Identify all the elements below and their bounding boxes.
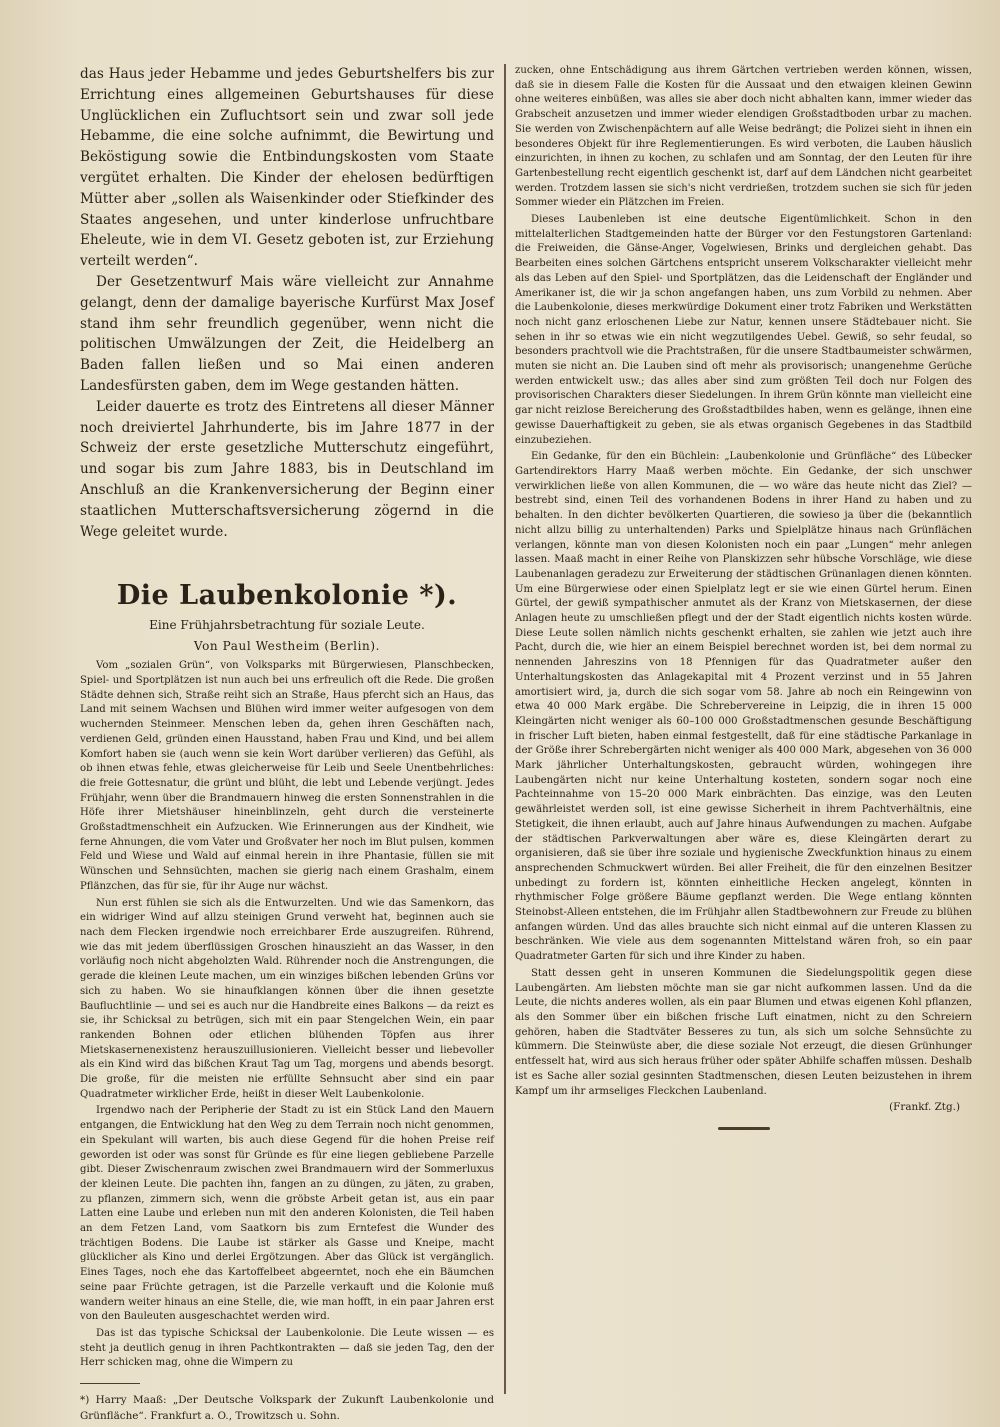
article-paragraph-1: Vom „sozialen Grün“, von Volksparks mit Bürgerwiesen, Planschbecken, Spiel- und Sportplätzen ist nun auch bei uns erfreulich oft die Rede. Die großen Städte dehnen sich, Straße reiht sich an Straße, Haus pfercht sich an Haus, das Land mit seinem Wachsen und Blühen wird immer weiter aufgesogen von dem wuchernden Steinmeer. Menschen leben da, gehen ihren Geschäften nach, verdienen Geld, gründen einen Hausstand, haben Frau und Kind, und bei allem Komfort haben sie (auch wenn sie kein Wort darüber verlieren) das Gefühl, als ob ihnen etwas fehle, etwas gleicherweise für Leib und Seele Unentbehrliches: die freie Gottesnatur, die grünt und blüht, die lebt und Lebende verjüngt. Jedes Frühjahr, wenn über die Brandmauern hinweg die ersten Sonnenstrahlen in die Höfe ihrer Mietshäuser hineinblinzeln, geht durch die versteinerte Großstadtmenschheit ein Aufzucken. Wie Erinnerungen aus der Kindheit, wie ferne Ahnungen, die vom Vater und Großvater her noch im Blut pulsen, kommen Feld und Wiese und Wald auf einmal herein in ihre Phantasie, füllen sie mit Wünschen und Sehnsüchten, machen sie gierig nach einem Grashalm, einem Pflänzchen, das für sie, für ihr Auge nur wächst.	[80, 660, 494, 892]
right-paragraph-2: Dieses Laubenleben ist eine deutsche Eigentümlichkeit. Schon in den mittelalterlichen Stadtgemeinden hatte der Bürger vor den Festungstoren Gartenland: die Freiweiden, die Gänse-Anger, Vogelwiesen, Brinks und dergleichen gehabt. Das Bearbeiten eines solchen Gärtchens entspricht unserem Volkscharakter vielleicht mehr als das Leben auf den Spiel- und Sportplätzen, das die Leidenschaft der Engländer und Amerikaner ist, die wir ja schon angefangen haben, uns zum Vorbild zu nehmen. Aber die Laubenkolonie, dieses merkwürdige Dokument einer trotz Fabriken und Werkstätten noch nicht ganz erloschenen Liebe zur Natur, kennen unsere Städtebauer nicht. Sie sehen in ihr so etwas wie ein nicht wegzutilgendes Uebel. Gewiß, so sehr feudal, so besonders prachtvoll wie die Prachtstraßen, für die unsere Stadtbaumeister schwärmen, muten sie nicht an. Die Lauben sind oft mehr als provisorisch; unangenehme Gerüche werden entwickelt usw.; das alles aber sind zum größten Teil doch nur Folgen des provisorischen Charakters dieser Siedelungen. In ihrem Grün könnte man vielleicht eine gar nicht reizlose Bereicherung des Großstadtbildes haben, wenn es gelänge, ihnen eine gewisse Dauerhaftigkeit zu geben, sie als etwas organisch Gegebenes in das Stadtbild einzubeziehen.	[515, 214, 972, 446]
left-paragraph-3: Leider dauerte es trotz des Eintretens all dieser Männer noch dreiviertel Jahrhunderte, bis im Jahre 1877 in der Schweiz der erste gesetzliche Mutterschutz eingeführt, und sogar bis zum Jahre 1883, bis in Deutschland im Anschluß an die Krankenversicherung der Beginn einer staatlichen Mutterschaftsversicherung zögernd in die Wege geleitet wurde.	[80, 398, 494, 540]
article-paragraph-3: Irgendwo nach der Peripherie der Stadt zu ist ein Stück Land den Mauern entgangen, die Entwicklung hat den Weg zu dem Terrain noch nicht genommen, ein Spekulant will warten, bis auch diese Gegend für die hohen Preise reif geworden ist oder was sonst für Gründe es für eine liegen gebliebene Parzelle gibt. Dieser Zwischenraum zwischen zwei Brandmauern wird der Sommerluxus der kleinen Leute. Die pachten ihn, fangen an zu düngen, zu jäten, zu graben, zu pflanzen, zimmern sich, wenn die gröbste Arbeit getan ist, aus ein paar Latten eine Laube und erleben nun mit den anderen Kolonisten, die Teil haben an dem Fetzen Land, vom Saatkorn bis zum Erntefest die Wunder des trächtigen Bodens. Die Laube ist stärker als Gasse und Kneipe, macht glücklicher als Kino und derlei Ergötzungen. Aber das Glück ist vergänglich. Eines Tages, noch ehe das Kartoffelbeet abgeerntet, noch ehe ein Bäumchen seine paar Früchte getragen, ist die Parzelle verkauft und die Kolonie muß wandern weiter hinaus an eine Stelle, die, wie man hofft, in ein paar Jahren erst von den Bauleuten ausgeschachtet werden wird.	[80, 1105, 494, 1323]
right-paragraph-3: Ein Gedanke, für den ein Büchlein: „Laubenkolonie und Grünfläche“ des Lübecker Gartendirektors Harry Maaß werben möchte. Ein Gedanke, der sich unschwer verwirklichen ließe von allen Kommunen, die — wo wäre das heute nicht das Ziel? — bestrebt sind, einen Teil des vorhandenen Bodens in ihrer Hand zu haben und zu behalten. In den dichter bevölkerten Quartieren, die sowieso ja über die (bekanntlich nicht allzu billig zu unterhaltenden) Parks und Spielplätze hinaus nach Grünflächen verlangen, könnte man von diesen Kolonisten noch ein paar „Lungen“ mehr anlegen lassen. Maaß macht in einer Reihe von Planskizzen sehr hübsche Vorschläge, wie diese Laubenanlagen geradezu zur Erweiterung der städtischen Grünanlagen dienen könnten. Um eine Bürgerwiese oder einen Spielplatz legt er sie wie einen Gürtel herum. Einen Gürtel, der gewiß sympathischer anmutet als der Kranz von Mietskasernen, der diese Anlagen heute zu umschließen pflegt und der der Stadt eigentlich nichts kosten würde. Diese Leute sollen nämlich nichts geschenkt erhalten, sie zahlen wie jetzt auch ihre Pacht, durch die, wie hier an einem Beispiel berechnet worden ist, bei dem normal zu nennenden Jahreszins von 18 Pfennigen für das Quadratmeter außer den Unterhaltungskosten das Anlagekapital mit 4 Prozent verzinst und in 55 Jahren amortisiert wird, ja, durch die sich sogar vom 58. Jahre ab noch ein Reingewinn von etwa 40 000 Mark ergäbe. Die Schrebervereine in Leipzig, die in ihren 15 000 Kleingärten nicht weniger als 60–100 000 Großstadtmenschen gesunde Beschäftigung in frischer Luft bieten, haben einmal festgestellt, daß für eine städtische Parkanlage in der Größe ihrer Schrebergärten nicht weniger als 400 000 Mark, abgesehen von 36 000 Mark jährlicher Unterhaltungskosten, gebraucht würden, wohingegen ihre Laubengärten nicht nur keine Unterhaltung kosteten, sondern sogar noch eine Pachteinnahme von 15–20 000 Mark einbrächten. Das einzige, was den Leuten gewährleistet werden soll, ist eine gewisse Sicherheit in ihrem Pachtverhältnis, eine Stetigkeit, die ihnen erlaubt, auch auf Jahre hinaus Aufwendungen zu machen. Aufgabe der städtischen Parkverwaltungen aber wäre es, diese Kleingärten derart zu organisieren, daß sie über ihre soziale und hygienische Zweckfunktion hinaus zu einem ansprechenden Schmuckwert würden. Bei aller Freiheit, die für den einzelnen Besitzer unbedingt zu fordern ist, könnten einheitliche Hecken angelegt, könnten in rhythmischer Folge größere Bäume gepflanzt werden. Die Wege entlang könnten Steinobst-Alleen entstehen, die im Frühjahr allen Stadtbewohnern zur Freude zu blühen anfangen würden. Und das alles brauchte sich nicht einmal auf die unteren Klassen zu beschränken. Wie viele aus dem sogenannten Mittelstand wären froh, so ein paar Quadratmeter Garten für sich und ihre Kinder zu haben.	[515, 451, 972, 963]
left-paragraph-2: Der Gesetzentwurf Mais wäre vielleicht zur Annahme gelangt, denn der damalige bayerische Kurfürst Max Josef stand ihm sehr freundlich gegenüber, wenn nicht die politischen Umwälzungen der Zeit, die Heidelberg an Baden fallen ließen und so Mai einen anderen Landesfürsten gaben, dem im Wege gestanden hätten.	[80, 273, 494, 394]
right-paragraph-1: zucken, ohne Entschädigung aus ihrem Gärtchen vertrieben werden können, wissen, daß sie in diesem Falle die Kosten für die Aussaat und den etwaigen kleinen Gewinn ohne weiteres einbüßen, was alles sie aber doch nicht abhalten kann, immer wieder das Grabscheit anzusetzen und immer wieder elendigen Großstadtboden urbar zu machen. Sie werden von Zwischenpächtern auf alle Weise bedrängt; die Polizei sieht in ihnen ein besonderes Objekt für ihre Reglementierungen. Es wird verboten, die Lauben häuslich einzurichten, in ihnen zu kochen, zu schlafen und am Sonntag, der den Leuten für ihre Gartenbestellung recht eigentlich geschenkt ist, darf auf dem Ländchen nicht gearbeitet werden. Trotzdem lassen sie sich's nicht verdrießen, trotzdem suchen sie sich für jeden Sommer wieder ein Plätzchen im Freien.	[515, 65, 972, 209]
source-attribution: (Frankf. Ztg.)	[889, 1101, 960, 1114]
article-subtitle: Eine Frühjahrsbetrachtung für soziale Leute.	[149, 618, 425, 633]
two-column-layout	[80, 64, 972, 1423]
end-rule-ornament	[718, 1127, 770, 1130]
article-paragraph-2: Nun erst fühlen sie sich als die Entwurzelten. Und wie das Samenkorn, das ein widriger Wind auf allzu steinigen Grund verweht hat, beginnen auch sie nach dem Flecken irgendwie noch erreichbarer Erde auszugreifen. Rührend, wie das mit jedem überflüssigen Groschen hinauszieht an das Wasser, in den vorläufig noch nicht abgeholzten Wald. Rührender noch die Anstrengungen, die gerade die kleinen Leute machen, um ein winziges bißchen lebenden Grüns vor sich zu haben. Wo sie hinaufklangen können über die ihnen gesetzte Baufluchtlinie — und sei es auch nur die Handbreite eines Balkons — da reizt es sie, ihr Schicksal zu betrügen, sich mit ein paar Stengelchen Wein, ein paar rankenden Bohnen oder etlichen blühenden Töpfen aus ihrer Mietskasernenexistenz herauszuillusionieren. Vielleicht besser und liebevoller als ein Kind wird das bißchen Kraut Tag um Tag, morgens und abends besorgt. Die große, für die meisten nie erfüllte Sehnsucht aber sind ein paar Quadratmeter wirklicher Erde, heißt in dieser Welt Laubenkolonie.	[80, 897, 494, 1100]
right-column	[513, 64, 972, 1130]
left-paragraph-1: das Haus jeder Hebamme und jedes Geburtshelfers bis zur Errichtung eines allgemeinen Geburtshauses für diese Unglücklichen ein Zufluchtsort sein und zwar soll jede Hebamme, die eine solche aufnimmt, die Bewirtung und Beköstigung sowie die Entbindungskosten vom Staate vergütet erhalten. Die Kinder der ehelosen bedürftigen Mütter aber „sollen als Waisenkinder oder Stiefkinder des Staates angesehen, und unter kinderlose unfruchtbare Eheleute, wie in dem VI. Gesetz geboten ist, zur Erziehung verteilt werden“.	[80, 66, 494, 270]
footnote: *) Harry Maaß: „Der Deutsche Volkspark der Zukunft Laubenkolonie und Grünfläche“. Frankfurt a. O., Trowitzsch u. Sohn.	[80, 1394, 494, 1423]
article-byline: Von Paul Westheim (Berlin).	[193, 639, 381, 654]
right-paragraph-4: Statt dessen geht in unseren Kommunen die Siedelungspolitik gegen diese Laubengärten. Am liebsten möchte man sie gar nicht aufkommen lassen. Und da die Leute, die nichts anderes wollen, als ein paar Blumen und etwas eigenen Kohl pflanzen, als den Sommer über ein bißchen frische Luft einatmen, nicht zu den Schreiern gehören, haben die Stadtväter Besseres zu tun, als sich um solche Sehnsüchte zu kümmern. Die Steinwüste aber, die diese soziale Not erzeugt, die diesen Grünhunger entfesselt hat, wird aus sich heraus früher oder später Abhilfe schaffen müssen. Deshalb ist es Sache aller sozial gesinnten Stadtmenschen, diesen Leuten beizustehen in ihrem Kampf um ihr armseliges Fleckchen Laubenland.	[515, 967, 972, 1097]
column-divider	[504, 64, 506, 1394]
left-column	[80, 64, 500, 1424]
footnote-divider	[80, 1383, 140, 1384]
article-paragraph-4: Das ist das typische Schicksal der Laubenkolonie. Die Leute wissen — es steht ja deutlich genug in ihren Pachtkontrakten — daß sie jeden Tag, den der Herr schicken mag, ohne die Wimpern zu	[80, 1327, 494, 1369]
article-title: Die Laubenkolonie *).	[116, 580, 458, 612]
